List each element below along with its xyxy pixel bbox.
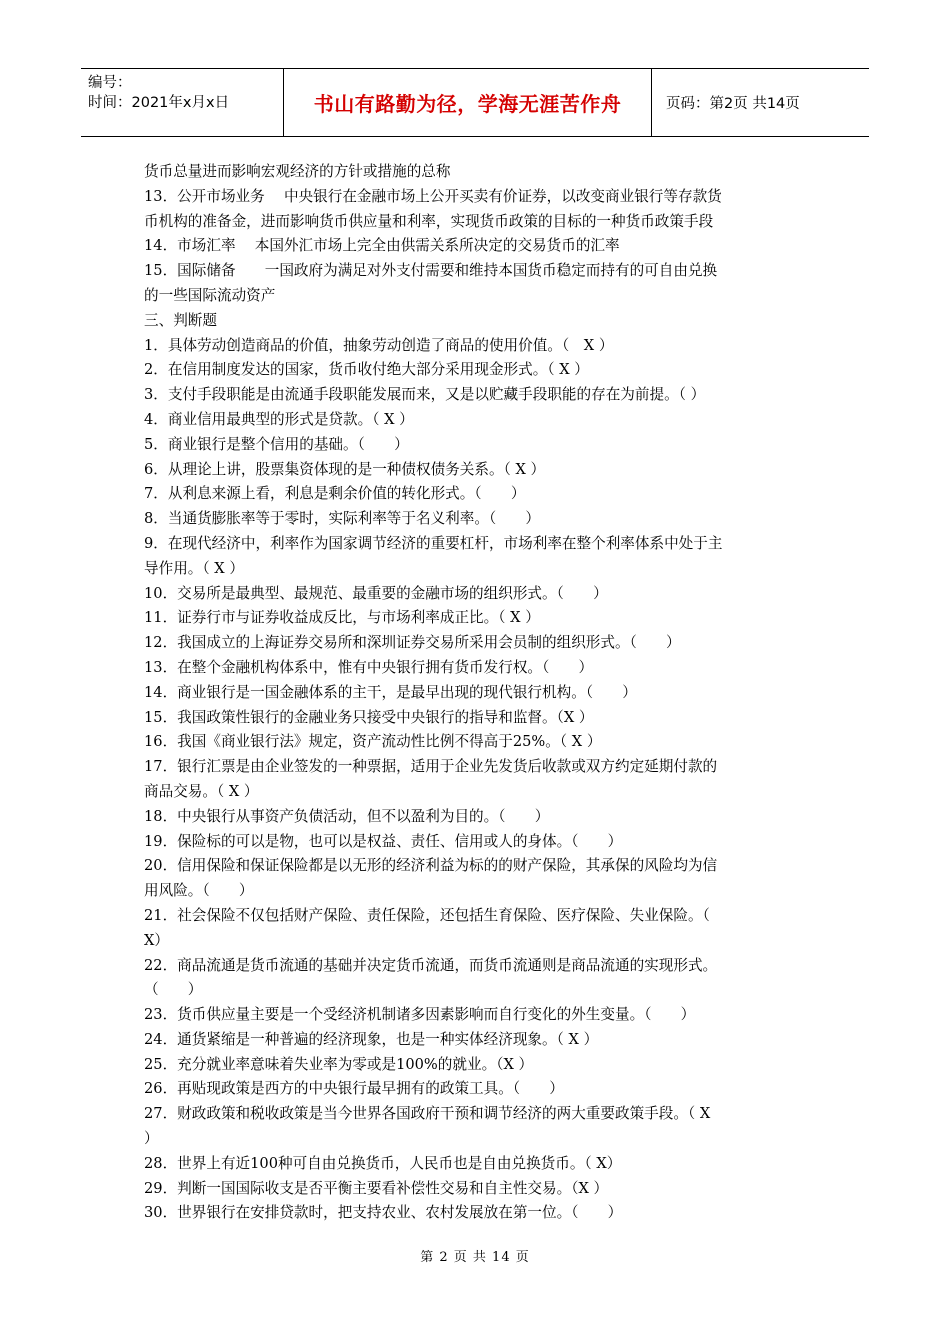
text-line: 21．社会保险不仅包括财产保险、责任保险，还包括生育保险、医疗保险、失业保险。（ <box>144 906 710 924</box>
text-line: 25．充分就业率意味着失业率为零或是100%的就业。（X ） <box>144 1055 534 1073</box>
text-line: 15．我国政策性银行的金融业务只接受中央银行的指导和监督。（X ） <box>144 708 594 726</box>
text-line: 2．在信用制度发达的国家，货币收付绝大部分采用现金形式。（ X ） <box>144 361 589 379</box>
text-line: 8．当通货膨胀率等于零时，实际利率等于名义利率。（ ） <box>144 510 541 528</box>
page-footer: 第 2 页 共 14 页 <box>420 1250 530 1265</box>
text-line: 14．市场汇率 本国外汇市场上完全由供需关系所决定的交易货币的汇率 <box>144 237 620 255</box>
text-line: 10．交易所是最典型、最规范、最重要的金融市场的组织形式。（ ） <box>144 584 608 602</box>
text-line: 17．银行汇票是由企业签发的一种票据，适用于企业先发货后收款或双方约定延期付款的 <box>144 758 718 776</box>
text-line: 货币总量进而影响宏观经济的方针或措施的总称 <box>144 163 451 180</box>
text-line: X） <box>144 931 169 949</box>
text-line: 18．中央银行从事资产负债活动，但不以盈利为目的。（ ） <box>144 807 550 825</box>
text-line: 27．财政政策和税收政策是当今世界各国政府干预和调节经济的两大重要政策手段。（ X <box>144 1105 711 1123</box>
text-line: 13．公开市场业务 中央银行在金融市场上公开买卖有价证券，以改变商业银行等存款货 <box>144 187 722 205</box>
document-body <box>144 160 809 1226</box>
text-line: 16．我国《商业银行法》规定，资产流动性比例不得高于25%。（ X ） <box>144 733 602 751</box>
text-line: 20．信用保险和保证保险都是以无形的经济利益为标的的财产保险，其承保的风险均为信 <box>144 857 718 875</box>
header-page-info: 页码：第2页 共14页 <box>666 96 800 112</box>
text-line: ） <box>144 1130 159 1148</box>
text-line: 商品交易。（ X ） <box>144 782 259 800</box>
text-line: 23．货币供应量主要是一个受经济机制诸多因素影响而自行变化的外生变量。（ ） <box>144 1006 696 1024</box>
text-line: 用风险。（ ） <box>144 882 254 900</box>
document-number-label: 编号： <box>88 75 132 91</box>
text-line: 29．判断一国国际收支是否平衡主要看补偿性交易和自主性交易。（X ） <box>144 1179 609 1197</box>
text-line: 3．支付手段职能是由流通手段职能发展而来，又是以贮藏手段职能的存在为前提。（ ） <box>144 386 706 404</box>
text-line: 24．通货紧缩是一种普遍的经济现象，也是一种实体经济现象。（ X ） <box>144 1030 599 1048</box>
text-line: （ ） <box>144 981 203 999</box>
text-line: 币机构的准备金，进而影响货币供应量和利率，实现货币政策的目标的一种货币政策手段 <box>144 212 714 230</box>
text-line: 14．商业银行是一国金融体系的主干，是最早出现的现代银行机构。（ ） <box>144 683 637 701</box>
text-line: 三、判断题 <box>144 311 217 329</box>
header-motto: 书山有路勤为径，学海无涯苦作舟 <box>284 69 652 136</box>
document-date: 时间：2021年x月x日 <box>88 95 230 111</box>
text-line: 19．保险标的可以是物，也可以是权益、责任、信用或人的身体。（ ） <box>144 832 623 850</box>
text-line: 6．从理论上讲，股票集资体现的是一种债权债务关系。（ X ） <box>144 460 546 478</box>
header-meta <box>81 69 284 136</box>
page-header <box>81 68 869 137</box>
text-line: 15．国际储备 一国政府为满足对外支付需要和维持本国货币稳定而持有的可自由兑换 <box>144 262 718 280</box>
text-line: 1．具体劳动创造商品的价值，抽象劳动创造了商品的使用价值。（ X ） <box>144 336 614 354</box>
text-line: 的一些国际流动资产 <box>144 286 276 304</box>
text-line: 22．商品流通是货币流通的基础并决定货币流通，而货币流通则是商品流通的实现形式。 <box>144 956 718 974</box>
text-line: 12．我国成立的上海证券交易所和深圳证券交易所采用会员制的组织形式。（ ） <box>144 634 681 652</box>
text-line: 13．在整个金融机构体系中，惟有中央银行拥有货币发行权。（ ） <box>144 658 594 676</box>
text-line: 7．从利息来源上看，利息是剩余价值的转化形式。（ ） <box>144 485 526 503</box>
text-line: 30．世界银行在安排贷款时，把支持农业、农村发展放在第一位。（ ） <box>144 1204 623 1222</box>
text-line: 5．商业银行是整个信用的基础。（ ） <box>144 435 409 453</box>
text-line: 9．在现代经济中，利率作为国家调节经济的重要杠杆，市场利率在整个利率体系中处于主 <box>144 534 723 552</box>
text-line: 28．世界上有近100种可自由兑换货币，人民币也是自由兑换货币。（ X） <box>144 1154 622 1172</box>
text-line: 11．证券行市与证券收益成反比，与市场利率成正比。（ X ） <box>144 609 540 627</box>
text-line: 4．商业信用最典型的形式是贷款。（ X ） <box>144 410 414 428</box>
text-line: 导作用。（ X ） <box>144 559 244 577</box>
text-line: 26．再贴现政策是西方的中央银行最早拥有的政策工具。（ ） <box>144 1080 564 1098</box>
